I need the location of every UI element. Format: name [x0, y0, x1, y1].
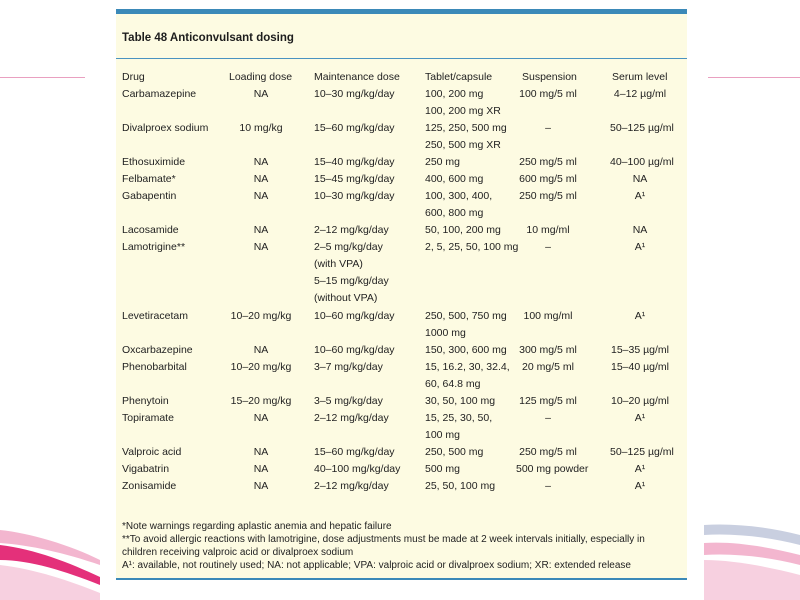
- cell-serum: A¹: [634, 241, 646, 253]
- cell-serum: 4–12 µg/ml: [613, 88, 667, 100]
- cell-serum: A¹: [634, 480, 646, 492]
- header-tablet-capsule: Tablet/capsule: [425, 71, 493, 83]
- cell-loading: NA: [253, 224, 269, 236]
- cell-tablet: 100, 200 mg XR: [425, 105, 501, 117]
- cell-serum: NA: [632, 173, 648, 185]
- cell-drug: Gabapentin: [122, 190, 177, 202]
- cell-tablet: 400, 600 mg: [425, 173, 484, 185]
- cell-suspension: –: [545, 122, 551, 134]
- table-title: Table 48 Anticonvulsant dosing: [122, 32, 294, 44]
- cell-maintenance: 10–30 mg/kg/day: [314, 190, 395, 202]
- cell-tablet: 500 mg: [425, 463, 461, 475]
- cell-tablet: 30, 50, 100 mg: [425, 395, 496, 407]
- cell-drug: Lacosamide: [122, 224, 179, 236]
- cell-tablet: 250, 500 mg: [425, 446, 484, 458]
- cell-serum: A¹: [634, 463, 646, 475]
- cell-serum: A¹: [634, 412, 646, 424]
- cell-tablet: 125, 250, 500 mg: [425, 122, 507, 134]
- cell-suspension: 125 mg/5 ml: [519, 395, 577, 407]
- cell-maintenance: 10–60 mg/kg/day: [314, 310, 395, 322]
- cell-serum: 50–125 µg/ml: [610, 122, 674, 134]
- header-maintenance-dose: Maintenance dose: [314, 71, 400, 83]
- cell-tablet: 100, 300, 400,: [425, 190, 493, 202]
- cell-maintenance: 3–5 mg/kg/day: [314, 395, 383, 407]
- cell-drug: Ethosuximide: [122, 156, 186, 168]
- cell-suspension: 250 mg/5 ml: [519, 156, 577, 168]
- cell-suspension: 500 mg powder: [516, 463, 589, 475]
- cell-drug: Phenobarbital: [122, 361, 187, 373]
- cell-maintenance: (with VPA): [314, 258, 363, 270]
- cell-suspension: 10 mg/ml: [526, 224, 570, 236]
- cell-serum: 10–20 µg/ml: [610, 395, 669, 407]
- cell-maintenance: 2–12 mg/kg/day: [314, 412, 389, 424]
- cell-loading: NA: [253, 446, 269, 458]
- cell-drug: Lamotrigine**: [122, 241, 186, 253]
- cell-maintenance: 2–12 mg/kg/day: [314, 480, 389, 492]
- cell-drug: Valproic acid: [122, 446, 182, 458]
- cell-drug: Divalproex sodium: [122, 122, 209, 134]
- cell-tablet: 100 mg: [425, 429, 461, 441]
- cell-suspension: –: [545, 480, 551, 492]
- cell-loading: NA: [253, 156, 269, 168]
- cell-drug: Topiramate: [122, 412, 174, 424]
- cell-maintenance: 15–60 mg/kg/day: [314, 446, 395, 458]
- header-serum-level: Serum level: [612, 71, 668, 83]
- cell-loading: NA: [253, 88, 269, 100]
- cell-suspension: 20 mg/5 ml: [522, 361, 574, 373]
- cell-suspension: –: [545, 241, 551, 253]
- cell-tablet: 50, 100, 200 mg: [425, 224, 501, 236]
- cell-tablet: 250, 500, 750 mg: [425, 310, 507, 322]
- footnote-felbamate: *Note warnings regarding aplastic anemia and hepatic failure: [122, 521, 392, 532]
- cell-loading: 15–20 mg/kg: [230, 395, 292, 407]
- cell-serum: A¹: [634, 190, 646, 202]
- cell-drug: Phenytoin: [122, 395, 169, 407]
- cell-serum: 15–40 µg/ml: [610, 361, 669, 373]
- cell-suspension: 250 mg/5 ml: [519, 190, 577, 202]
- cell-drug: Carbamazepine: [122, 88, 197, 100]
- cell-serum: NA: [632, 224, 648, 236]
- cell-loading: 10–20 mg/kg: [230, 361, 292, 373]
- cell-maintenance: 10–60 mg/kg/day: [314, 344, 395, 356]
- header-loading-dose: Loading dose: [229, 71, 293, 83]
- cell-tablet: 1000 mg: [425, 327, 466, 339]
- cell-loading: NA: [253, 412, 269, 424]
- cell-tablet: 250, 500 mg XR: [425, 139, 501, 151]
- cell-suspension: 100 mg/5 ml: [519, 88, 577, 100]
- cell-loading: 10–20 mg/kg: [230, 310, 292, 322]
- cell-tablet: 100, 200 mg: [425, 88, 484, 100]
- cell-serum: 50–125 µg/ml: [610, 446, 674, 458]
- cell-serum: 15–35 µg/ml: [610, 344, 669, 356]
- title-rule: [116, 58, 687, 59]
- cell-drug: Oxcarbazepine: [122, 344, 193, 356]
- header-drug: Drug: [122, 71, 145, 83]
- decorative-swoosh-left: [0, 505, 100, 600]
- cell-serum: 40–100 µg/ml: [610, 156, 674, 168]
- cell-maintenance: 40–100 mg/kg/day: [314, 463, 401, 475]
- footnote-lamotrigine-cont: children receiving valproic acid or divalproex sodium: [122, 547, 354, 558]
- cell-loading: NA: [253, 241, 269, 253]
- cell-maintenance: 10–30 mg/kg/day: [314, 88, 395, 100]
- cell-tablet: 150, 300, 600 mg: [425, 344, 507, 356]
- cell-maintenance: 15–45 mg/kg/day: [314, 173, 395, 185]
- cell-maintenance: 5–15 mg/kg/day: [314, 275, 389, 287]
- cell-maintenance: 2–5 mg/kg/day: [314, 241, 383, 253]
- cell-maintenance: 3–7 mg/kg/day: [314, 361, 383, 373]
- footnote-abbreviations: A¹: available, not routinely used; NA: not applicable; VPA: valproic acid or divalproex sodium; XR: extended release: [122, 560, 631, 571]
- cell-tablet: 15, 16.2, 30, 32.4,: [425, 361, 510, 373]
- cell-serum: A¹: [634, 310, 646, 322]
- footnotes: [122, 520, 682, 572]
- cell-loading: NA: [253, 173, 269, 185]
- header-suspension: Suspension: [522, 71, 577, 83]
- cell-tablet: 600, 800 mg: [425, 207, 484, 219]
- cell-maintenance: (without VPA): [314, 292, 378, 304]
- cell-maintenance: 15–60 mg/kg/day: [314, 122, 395, 134]
- cell-maintenance: 2–12 mg/kg/day: [314, 224, 389, 236]
- cell-drug: Zonisamide: [122, 480, 177, 492]
- cell-drug: Levetiracetam: [122, 310, 188, 322]
- table-panel: [116, 9, 687, 580]
- decorative-swoosh-right: [704, 505, 800, 600]
- cell-suspension: –: [545, 412, 551, 424]
- cell-suspension: 600 mg/5 ml: [519, 173, 577, 185]
- cell-loading: 10 mg/kg: [239, 122, 283, 134]
- cell-loading: NA: [253, 463, 269, 475]
- cell-tablet: 2, 5, 25, 50, 100 mg: [425, 241, 519, 253]
- cell-loading: NA: [253, 344, 269, 356]
- cell-loading: NA: [253, 480, 269, 492]
- cell-tablet: 25, 50, 100 mg: [425, 480, 496, 492]
- decorative-line-right: [708, 77, 800, 78]
- cell-suspension: 100 mg/ml: [523, 310, 573, 322]
- cell-drug: Felbamate*: [122, 173, 176, 185]
- decorative-line-left: [0, 77, 85, 78]
- footnote-lamotrigine: **To avoid allergic reactions with lamotrigine, dose adjustments must be made at 2 week intervals initially, especially in: [122, 534, 645, 545]
- cell-drug: Vigabatrin: [122, 463, 170, 475]
- cell-loading: NA: [253, 190, 269, 202]
- cell-suspension: 300 mg/5 ml: [519, 344, 577, 356]
- cell-maintenance: 15–40 mg/kg/day: [314, 156, 395, 168]
- cell-suspension: 250 mg/5 ml: [519, 446, 577, 458]
- cell-tablet: 250 mg: [425, 156, 461, 168]
- cell-tablet: 60, 64.8 mg: [425, 378, 481, 390]
- cell-tablet: 15, 25, 30, 50,: [425, 412, 493, 424]
